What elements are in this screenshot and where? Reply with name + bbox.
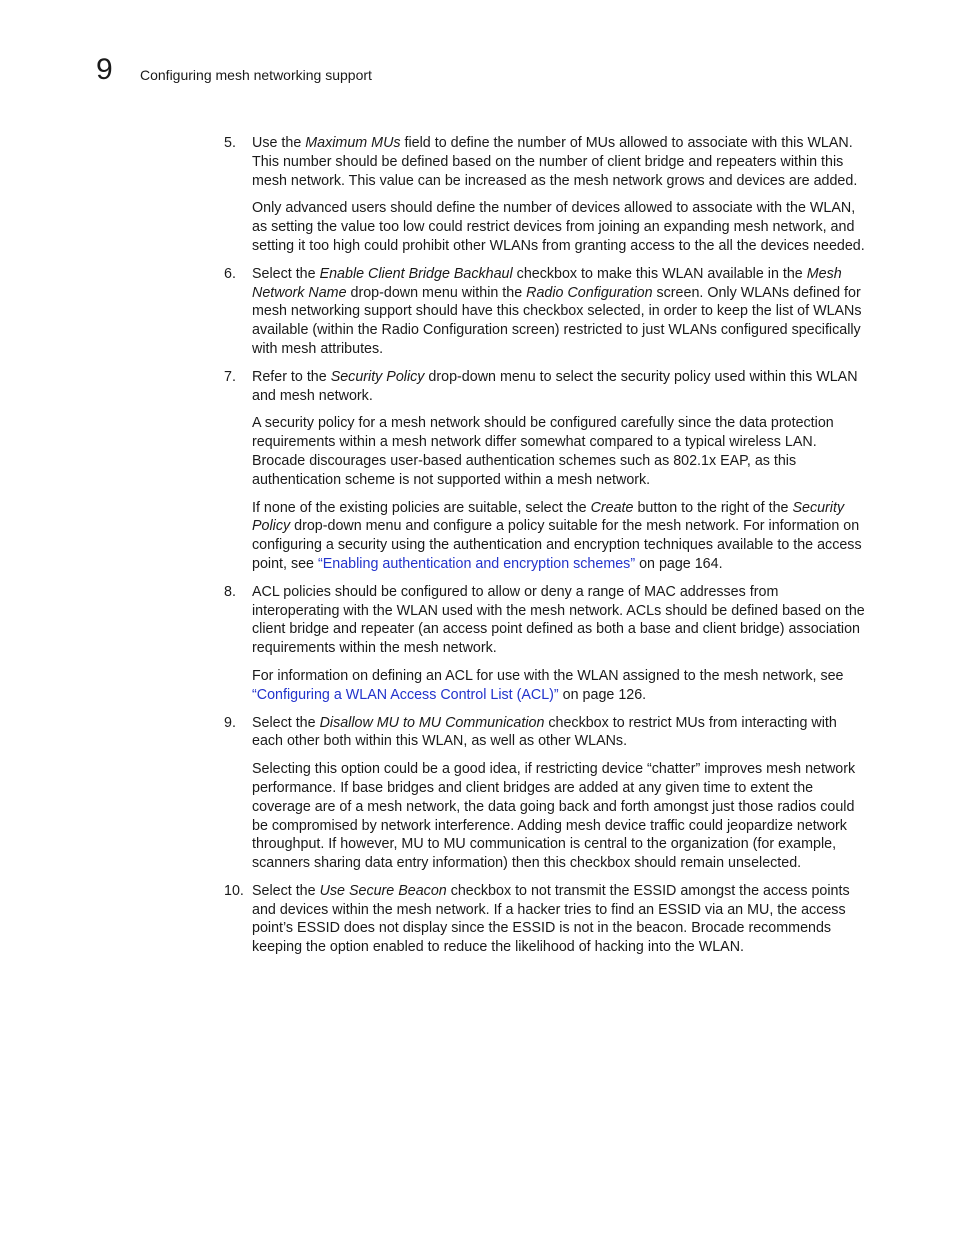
text-run: field to define the number of MUs allowed to associate with this WLAN. This number should be defined based on the number of client bridge and repeaters within this mesh network. This value can be increased as the mesh network grows and devices are added. (252, 135, 858, 189)
chapter-number: 9 (96, 53, 113, 86)
step-paragraph (252, 583, 868, 658)
ui-term: Maximum MUs (305, 135, 401, 151)
ui-term: Radio Configuration (526, 284, 653, 301)
text-run: checkbox to not transmit the ESSID amongst the access points and devices within the mesh network. If a hacker tries to find an ESSID via an MU, the access point’s ESSID does not display since the ESSID is not in the beacon. Brocade recommends keeping the option enabled to reduce the likelihood of hacking into the WLAN. (252, 882, 850, 956)
step-number: 5. (224, 135, 236, 151)
ui-term: Enable Client Bridge Backhaul (319, 265, 513, 282)
step-paragraph (252, 760, 868, 873)
ui-term: Mesh Network Name (252, 265, 842, 301)
text-run: ACL policies should be configured to allow or deny a range of MAC addresses from interoperating with the WLAN used with the mesh network. ACLs should be defined based on the client bridge and repeater (an access point defined as both a base and client bridge) association requirements within the mesh network. (252, 583, 865, 657)
step-paragraph (252, 134, 868, 190)
step-paragraph (252, 199, 868, 255)
step-number: 9. (224, 714, 236, 731)
text-run: Use the (252, 135, 306, 151)
text-run: on page 164. (635, 555, 723, 572)
step-body (252, 714, 868, 873)
step-paragraph (252, 414, 868, 489)
ui-term: Disallow MU to MU Communication (319, 714, 545, 731)
procedure-steps (224, 134, 868, 966)
text-run: checkbox to make this WLAN available in the (512, 265, 807, 282)
step-item (224, 265, 868, 359)
text-run: Selecting this option could be a good idea, if restricting device “chatter” improves mesh network performance. If base bridges and client bridges are added at any given time to extent the coverage are of a mesh network, the data going back and forth amongst just those radios could be compromised by network interference. Adding mesh device traffic could jeopardize network throughput. If however, MU to MU communication is central to the organization (for example, scanners sharing data entry information) then this checkbox should remain unselected. (252, 761, 856, 872)
step-item (224, 882, 868, 957)
cross-reference-link[interactable]: “Enabling authentication and encryption schemes” (317, 555, 636, 572)
text-run: Only advanced users should define the number of devices allowed to associate with the WLAN, as setting the value too low could restrict devices from joining an expanding mesh network, and setting it too high could prohibit other WLANs from granting access to the all the devices needed. (252, 200, 865, 254)
step-paragraph (252, 368, 868, 406)
step-paragraph (252, 667, 868, 705)
step-paragraph (252, 714, 868, 752)
step-number: 7. (224, 368, 236, 385)
step-number: 6. (224, 265, 236, 282)
text-run: Refer to the (252, 368, 331, 385)
step-body (252, 583, 868, 705)
step-item (224, 134, 868, 256)
step-item (224, 714, 868, 873)
ui-term: Security Policy (252, 499, 845, 535)
ui-term: Create (590, 499, 634, 516)
text-run: If none of the existing policies are suitable, select the (252, 499, 591, 516)
step-item (224, 583, 868, 705)
step-body (252, 134, 868, 256)
step-body (252, 265, 868, 359)
step-paragraph (252, 882, 868, 957)
step-body (252, 882, 868, 957)
text-run: drop-down menu to select the security policy used within this WLAN and mesh network. (252, 368, 858, 404)
text-run: Select the (252, 714, 320, 731)
ui-term: Security Policy (330, 368, 425, 385)
text-run: button to the right of the (633, 499, 793, 516)
text-run: drop-down menu and configure a policy suitable for the mesh network. For information on configuring a security using the authentication and encryption techniques available to the access point, see (252, 518, 862, 572)
text-run: drop-down menu within the (346, 284, 527, 301)
text-run: Select the (252, 882, 320, 899)
chapter-title: Configuring mesh networking support (140, 67, 372, 83)
text-run: A security policy for a mesh network should be configured carefully since the data protection requirements within a mesh network differ somewhat compared to a typical wireless LAN. Brocade discourages user-based authentication schemes such as 802.1x EAP, as this authentication scheme is not supported within a mesh network. (252, 415, 834, 488)
step-paragraph (252, 265, 868, 359)
step-number: 10. (224, 882, 244, 899)
step-body (252, 368, 868, 574)
text-run: checkbox to restrict MUs from interacting with each other both within this WLAN, as well as other WLANs. (252, 714, 837, 750)
text-run: Select the (252, 265, 320, 282)
cross-reference-link[interactable]: “Configuring a WLAN Access Control List (ACL)” (252, 686, 559, 703)
step-item (224, 368, 868, 574)
ui-term: Use Secure Beacon (319, 882, 447, 899)
step-number: 8. (224, 583, 236, 600)
text-run: For information on defining an ACL for use with the WLAN assigned to the mesh network, see (252, 667, 844, 684)
text-run: screen. Only WLANs defined for mesh networking support should have this checkbox selected, in order to keep the list of WLANs available (within the Radio Configuration screen) restricted to just WLANs configured specifically with mesh attributes. (252, 284, 862, 357)
step-paragraph (252, 499, 868, 574)
text-run: on page 126. (558, 686, 647, 703)
